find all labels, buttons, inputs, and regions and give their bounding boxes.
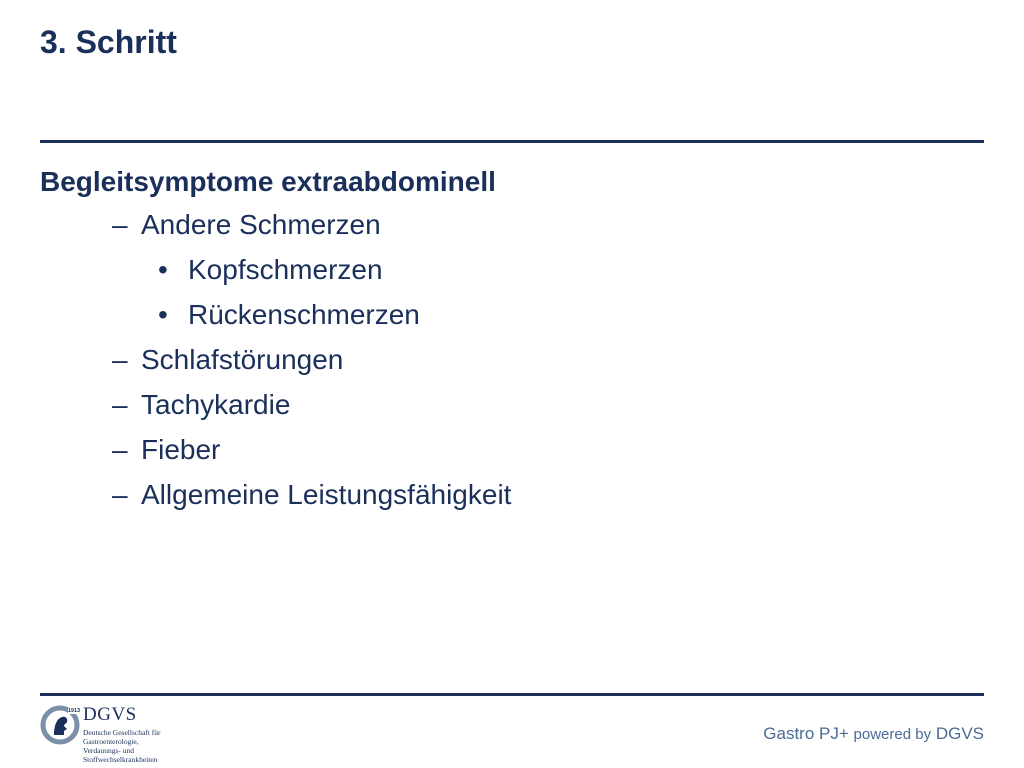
list-item-text: Tachykardie xyxy=(141,389,291,420)
logo-subtitle-line: Gastroenterologie, xyxy=(83,737,139,746)
logo-name: DGVS xyxy=(83,704,137,725)
dash-marker: – xyxy=(112,434,128,465)
list-item xyxy=(40,472,980,517)
footer-divider xyxy=(40,693,984,696)
list-item-text: Schlafstörungen xyxy=(141,344,344,375)
title-divider xyxy=(40,140,984,143)
content-heading: Begleitsymptome extraabdominell xyxy=(40,166,496,197)
list-item xyxy=(40,247,980,292)
brand-main: Gastro PJ+ xyxy=(763,724,849,743)
list-item xyxy=(40,292,980,337)
dash-marker: – xyxy=(112,389,128,420)
brand-powered-by: powered by xyxy=(853,726,932,743)
logo-subtitle xyxy=(83,728,183,764)
dash-marker: – xyxy=(112,344,128,375)
bullet-marker: • xyxy=(158,299,168,330)
list-item xyxy=(40,202,980,247)
list-item-text: Fieber xyxy=(141,434,221,465)
logo-subtitle-line: Stoffwechselkrankheiten xyxy=(83,755,158,764)
dash-marker: – xyxy=(112,209,128,240)
list-item-text: Allgemeine Leistungsfähigkeit xyxy=(141,479,512,510)
dgvs-seal-icon xyxy=(40,705,80,745)
list-item-text: Rückenschmerzen xyxy=(188,299,420,330)
dash-marker: – xyxy=(112,479,128,510)
logo-subtitle-line: Deutsche Gesellschaft für xyxy=(83,728,161,737)
dgvs-logo xyxy=(40,703,180,765)
slide-title: 3. Schritt xyxy=(40,24,177,60)
logo-subtitle-line: Verdauungs- und xyxy=(83,746,135,755)
list-item xyxy=(40,427,980,472)
list-item-text: Kopfschmerzen xyxy=(188,254,383,285)
list-item-text: Andere Schmerzen xyxy=(141,209,381,240)
brand-org: DGVS xyxy=(935,724,984,743)
slide-content xyxy=(40,162,980,517)
logo-year: 1913 xyxy=(67,708,80,714)
list-item xyxy=(40,382,980,427)
bullet-marker: • xyxy=(158,254,168,285)
footer-brand xyxy=(763,723,984,746)
list-item xyxy=(40,337,980,382)
